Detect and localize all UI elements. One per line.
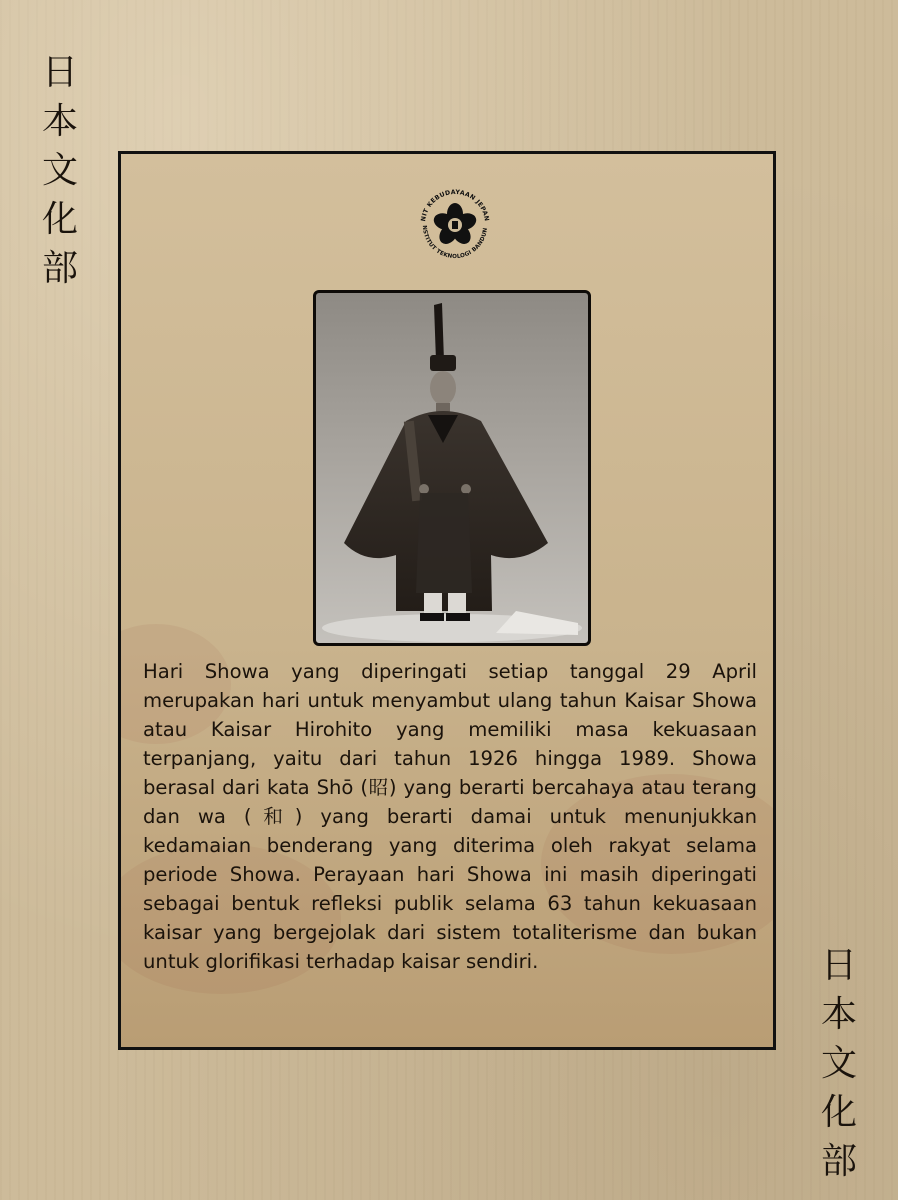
side-label-char: 化 xyxy=(41,199,78,240)
content-frame xyxy=(118,151,776,1050)
side-label-right xyxy=(817,941,861,1186)
side-label-char: 文 xyxy=(820,1043,857,1084)
side-label-char: 日 xyxy=(820,945,857,986)
side-label-char: 本 xyxy=(820,994,857,1035)
side-label-char: 本 xyxy=(41,101,78,142)
emperor-portrait-photo xyxy=(313,290,591,646)
side-label-left xyxy=(38,48,82,293)
side-label-char: 部 xyxy=(41,248,78,289)
logo-bottom-text: NSTITUT TEKNOLOGI BANDUN xyxy=(420,225,490,261)
side-label-char: 文 xyxy=(41,150,78,191)
side-label-char: 部 xyxy=(820,1141,857,1182)
side-label-char: 日 xyxy=(41,52,78,93)
logo-top-text: NIT KEBUDAYAAN JEPAN xyxy=(420,188,490,222)
portrait-illustration xyxy=(316,293,588,643)
sakura-emblem-icon xyxy=(413,182,497,266)
logo-graphic xyxy=(413,182,497,266)
article-text: Hari Showa yang diperingati setiap tanggal 29 April merupakan hari untuk menyambut ulang tahun Kaisar Showa atau Kaisar Hirohito yang memiliki masa kekuasaan terpanjang, yaitu dari tahun 1926 hingga 1989. Showa berasal dari kata Shō (昭) yang berarti bercahaya atau terang dan wa (和) yang berarti damai untuk menunjukkan kedamaian benderang yang diterima oleh rakyat selama periode Showa. Perayaan hari Showa ini masih diperingati sebagai bentuk refleksi publik selama 63 tahun kekuasaan kaisar yang bergejolak dari sistem totaliterisme dan bukan untuk glorifikasi terhadap kaisar sendiri. xyxy=(143,660,757,973)
side-label-char: 化 xyxy=(820,1092,857,1133)
